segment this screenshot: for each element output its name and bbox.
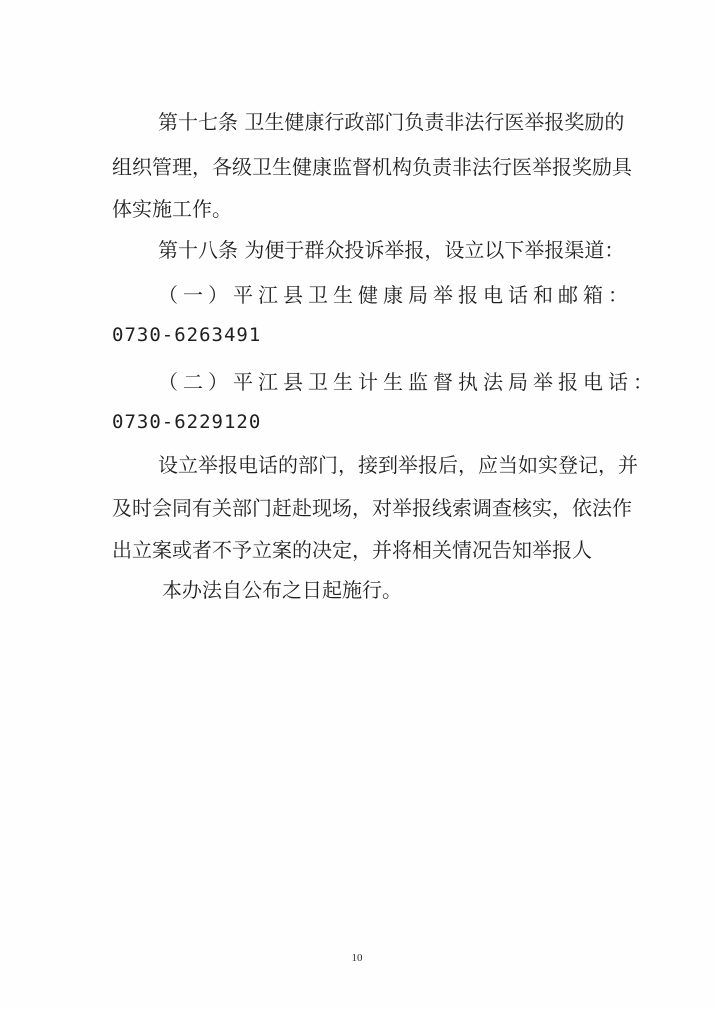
effective-date-line: 本办法自公布之日起施行。: [162, 578, 402, 602]
procedure-line-1: 设立举报电话的部门，接到举报后，应当如实登记，并: [158, 453, 638, 477]
article-17-line-3: 体实施工作。: [112, 197, 232, 221]
article-17-line-1: 第十七条 卫生健康行政部门负责非法行医举报奖励的: [158, 110, 625, 134]
channel-2-label: （二）平江县卫生计生监督执法局举报电话：: [158, 370, 658, 394]
channel-2-phone: 0730-6229120: [112, 411, 262, 433]
page-number: 10: [351, 952, 363, 964]
channel-1-phone: 0730-6263491: [112, 324, 262, 346]
procedure-line-2: 及时会同有关部门赶赴现场，对举报线索调查核实，依法作: [112, 496, 632, 520]
article-17-line-2: 组织管理，各级卫生健康监督机构负责非法行医举报奖励具: [112, 155, 632, 179]
channel-1-label: （一）平江县卫生健康局举报电话和邮箱：: [158, 283, 633, 307]
article-18-line-1: 第十八条 为便于群众投诉举报，设立以下举报渠道：: [158, 238, 625, 262]
procedure-line-3: 出立案或者不予立案的决定，并将相关情况告知举报人: [112, 538, 592, 562]
